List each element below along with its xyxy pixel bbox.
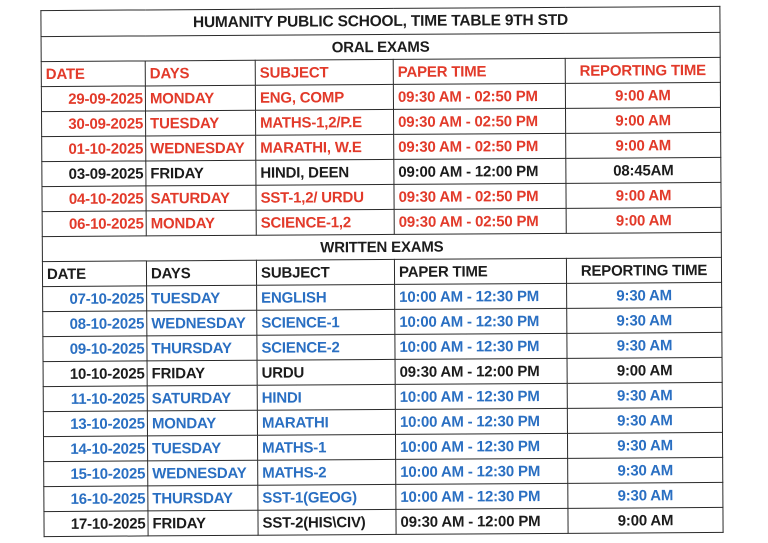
exam-paper-time: 10:00 AM - 12:30 PM [395, 333, 567, 359]
exam-subject: MARATHI [257, 409, 395, 435]
timetable-sheet [40, 6, 723, 540]
exam-date: 09-10-2025 [43, 336, 147, 362]
exam-reporting-time: 9:30 AM [567, 432, 722, 458]
exam-subject: SST-1,2/ URDU [256, 184, 394, 210]
exam-date: 04-10-2025 [42, 186, 146, 212]
exam-subject: HINDI, DEEN [256, 159, 394, 185]
exam-day: WEDNESDAY [146, 135, 256, 161]
written-header-paper-time: PAPER TIME [394, 258, 566, 284]
exam-day: SATURDAY [147, 385, 257, 411]
exam-subject: SCIENCE-1,2 [256, 209, 394, 235]
exam-day: FRIDAY [146, 160, 256, 186]
exam-day: WEDNESDAY [148, 460, 258, 486]
exam-paper-time: 09:30 AM - 02:50 PM [394, 208, 566, 234]
exam-paper-time: 10:00 AM - 12:30 PM [395, 433, 567, 459]
written-header-subject: SUBJECT [256, 259, 394, 285]
exam-day: MONDAY [147, 410, 257, 436]
exam-subject: SCIENCE-1 [257, 309, 395, 335]
written-section-title: WRITTEN EXAMS [42, 232, 721, 261]
page-title: HUMANITY PUBLIC SCHOOL, TIME TABLE 9TH STD [41, 6, 720, 36]
exam-date: 30-09-2025 [42, 111, 146, 137]
exam-reporting-time: 9:00 AM [565, 107, 720, 133]
exam-paper-time: 09:30 AM - 12:00 PM [395, 358, 567, 384]
exam-reporting-time: 9:30 AM [568, 482, 723, 508]
exam-date: 17-10-2025 [44, 511, 148, 537]
timetable [40, 6, 723, 537]
exam-day: FRIDAY [148, 510, 258, 536]
exam-reporting-time: 9:00 AM [566, 182, 721, 208]
exam-reporting-time: 9:00 AM [567, 357, 722, 383]
exam-reporting-time: 9:30 AM [567, 407, 722, 433]
exam-reporting-time: 9:30 AM [567, 282, 722, 308]
exam-date: 14-10-2025 [43, 436, 147, 462]
exam-date: 13-10-2025 [43, 411, 147, 437]
exam-reporting-time: 9:00 AM [566, 132, 721, 158]
exam-subject: MARATHI, W.E [256, 134, 394, 160]
exam-day: MONDAY [146, 210, 256, 236]
exam-reporting-time: 9:30 AM [567, 332, 722, 358]
exam-day: FRIDAY [147, 360, 257, 386]
exam-paper-time: 09:30 AM - 02:50 PM [394, 133, 566, 159]
exam-date: 06-10-2025 [42, 211, 146, 237]
exam-reporting-time: 9:30 AM [567, 307, 722, 333]
written-header-reporting-time: REPORTING TIME [566, 257, 721, 283]
exam-reporting-time: 9:00 AM [566, 207, 721, 233]
oral-header-date: DATE [41, 61, 145, 87]
oral-header-paper-time: PAPER TIME [393, 58, 565, 84]
exam-date: 07-10-2025 [43, 286, 147, 312]
oral-header-reporting-time: REPORTING TIME [565, 57, 720, 83]
exam-subject: ENGLISH [257, 284, 395, 310]
exam-subject: SST-2(HIS\CIV) [258, 509, 396, 535]
written-exam-row [44, 507, 723, 536]
oral-section-title: ORAL EXAMS [41, 32, 720, 61]
exam-paper-time: 10:00 AM - 12:30 PM [396, 483, 568, 509]
exam-date: 11-10-2025 [43, 386, 147, 412]
written-header-days: DAYS [146, 260, 256, 286]
exam-paper-time: 10:00 AM - 12:30 PM [395, 383, 567, 409]
exam-date: 08-10-2025 [43, 311, 147, 337]
exam-paper-time: 09:30 AM - 02:50 PM [394, 183, 566, 209]
written-header-date: DATE [42, 261, 146, 287]
exam-paper-time: 10:00 AM - 12:30 PM [395, 408, 567, 434]
exam-subject: SCIENCE-2 [257, 334, 395, 360]
exam-day: MONDAY [145, 85, 255, 111]
exam-subject: MATHS-2 [258, 459, 396, 485]
exam-day: TUESDAY [147, 285, 257, 311]
exam-reporting-time: 9:30 AM [568, 457, 723, 483]
exam-reporting-time: 9:30 AM [567, 382, 722, 408]
oral-header-subject: SUBJECT [255, 59, 393, 85]
exam-subject: MATHS-1 [257, 434, 395, 460]
exam-paper-time: 09:30 AM - 02:50 PM [394, 108, 566, 134]
exam-paper-time: 09:00 AM - 12:00 PM [394, 158, 566, 184]
exam-date: 10-10-2025 [43, 361, 147, 387]
exam-day: TUESDAY [146, 110, 256, 136]
exam-date: 16-10-2025 [44, 486, 148, 512]
exam-paper-time: 09:30 AM - 02:50 PM [393, 83, 565, 109]
exam-subject: MATHS-1,2/P.E [256, 109, 394, 135]
exam-subject: URDU [257, 359, 395, 385]
exam-reporting-time: 9:00 AM [565, 82, 720, 108]
exam-date: 01-10-2025 [42, 136, 146, 162]
exam-reporting-time: 9:00 AM [568, 507, 723, 533]
oral-header-days: DAYS [145, 60, 255, 86]
exam-day: SATURDAY [146, 185, 256, 211]
exam-day: TUESDAY [147, 435, 257, 461]
exam-date: 03-09-2025 [42, 161, 146, 187]
exam-day: THURSDAY [147, 335, 257, 361]
exam-subject: ENG, COMP [255, 84, 393, 110]
exam-day: WEDNESDAY [147, 310, 257, 336]
exam-day: THURSDAY [148, 485, 258, 511]
exam-paper-time: 10:00 AM - 12:30 PM [395, 283, 567, 309]
exam-date: 29-09-2025 [41, 86, 145, 112]
exam-reporting-time: 08:45AM [566, 157, 721, 183]
exam-paper-time: 10:00 AM - 12:30 PM [396, 458, 568, 484]
exam-paper-time: 09:30 AM - 12:00 PM [396, 508, 568, 534]
exam-paper-time: 10:00 AM - 12:30 PM [395, 308, 567, 334]
exam-date: 15-10-2025 [44, 461, 148, 487]
exam-subject: HINDI [257, 384, 395, 410]
exam-subject: SST-1(GEOG) [258, 484, 396, 510]
